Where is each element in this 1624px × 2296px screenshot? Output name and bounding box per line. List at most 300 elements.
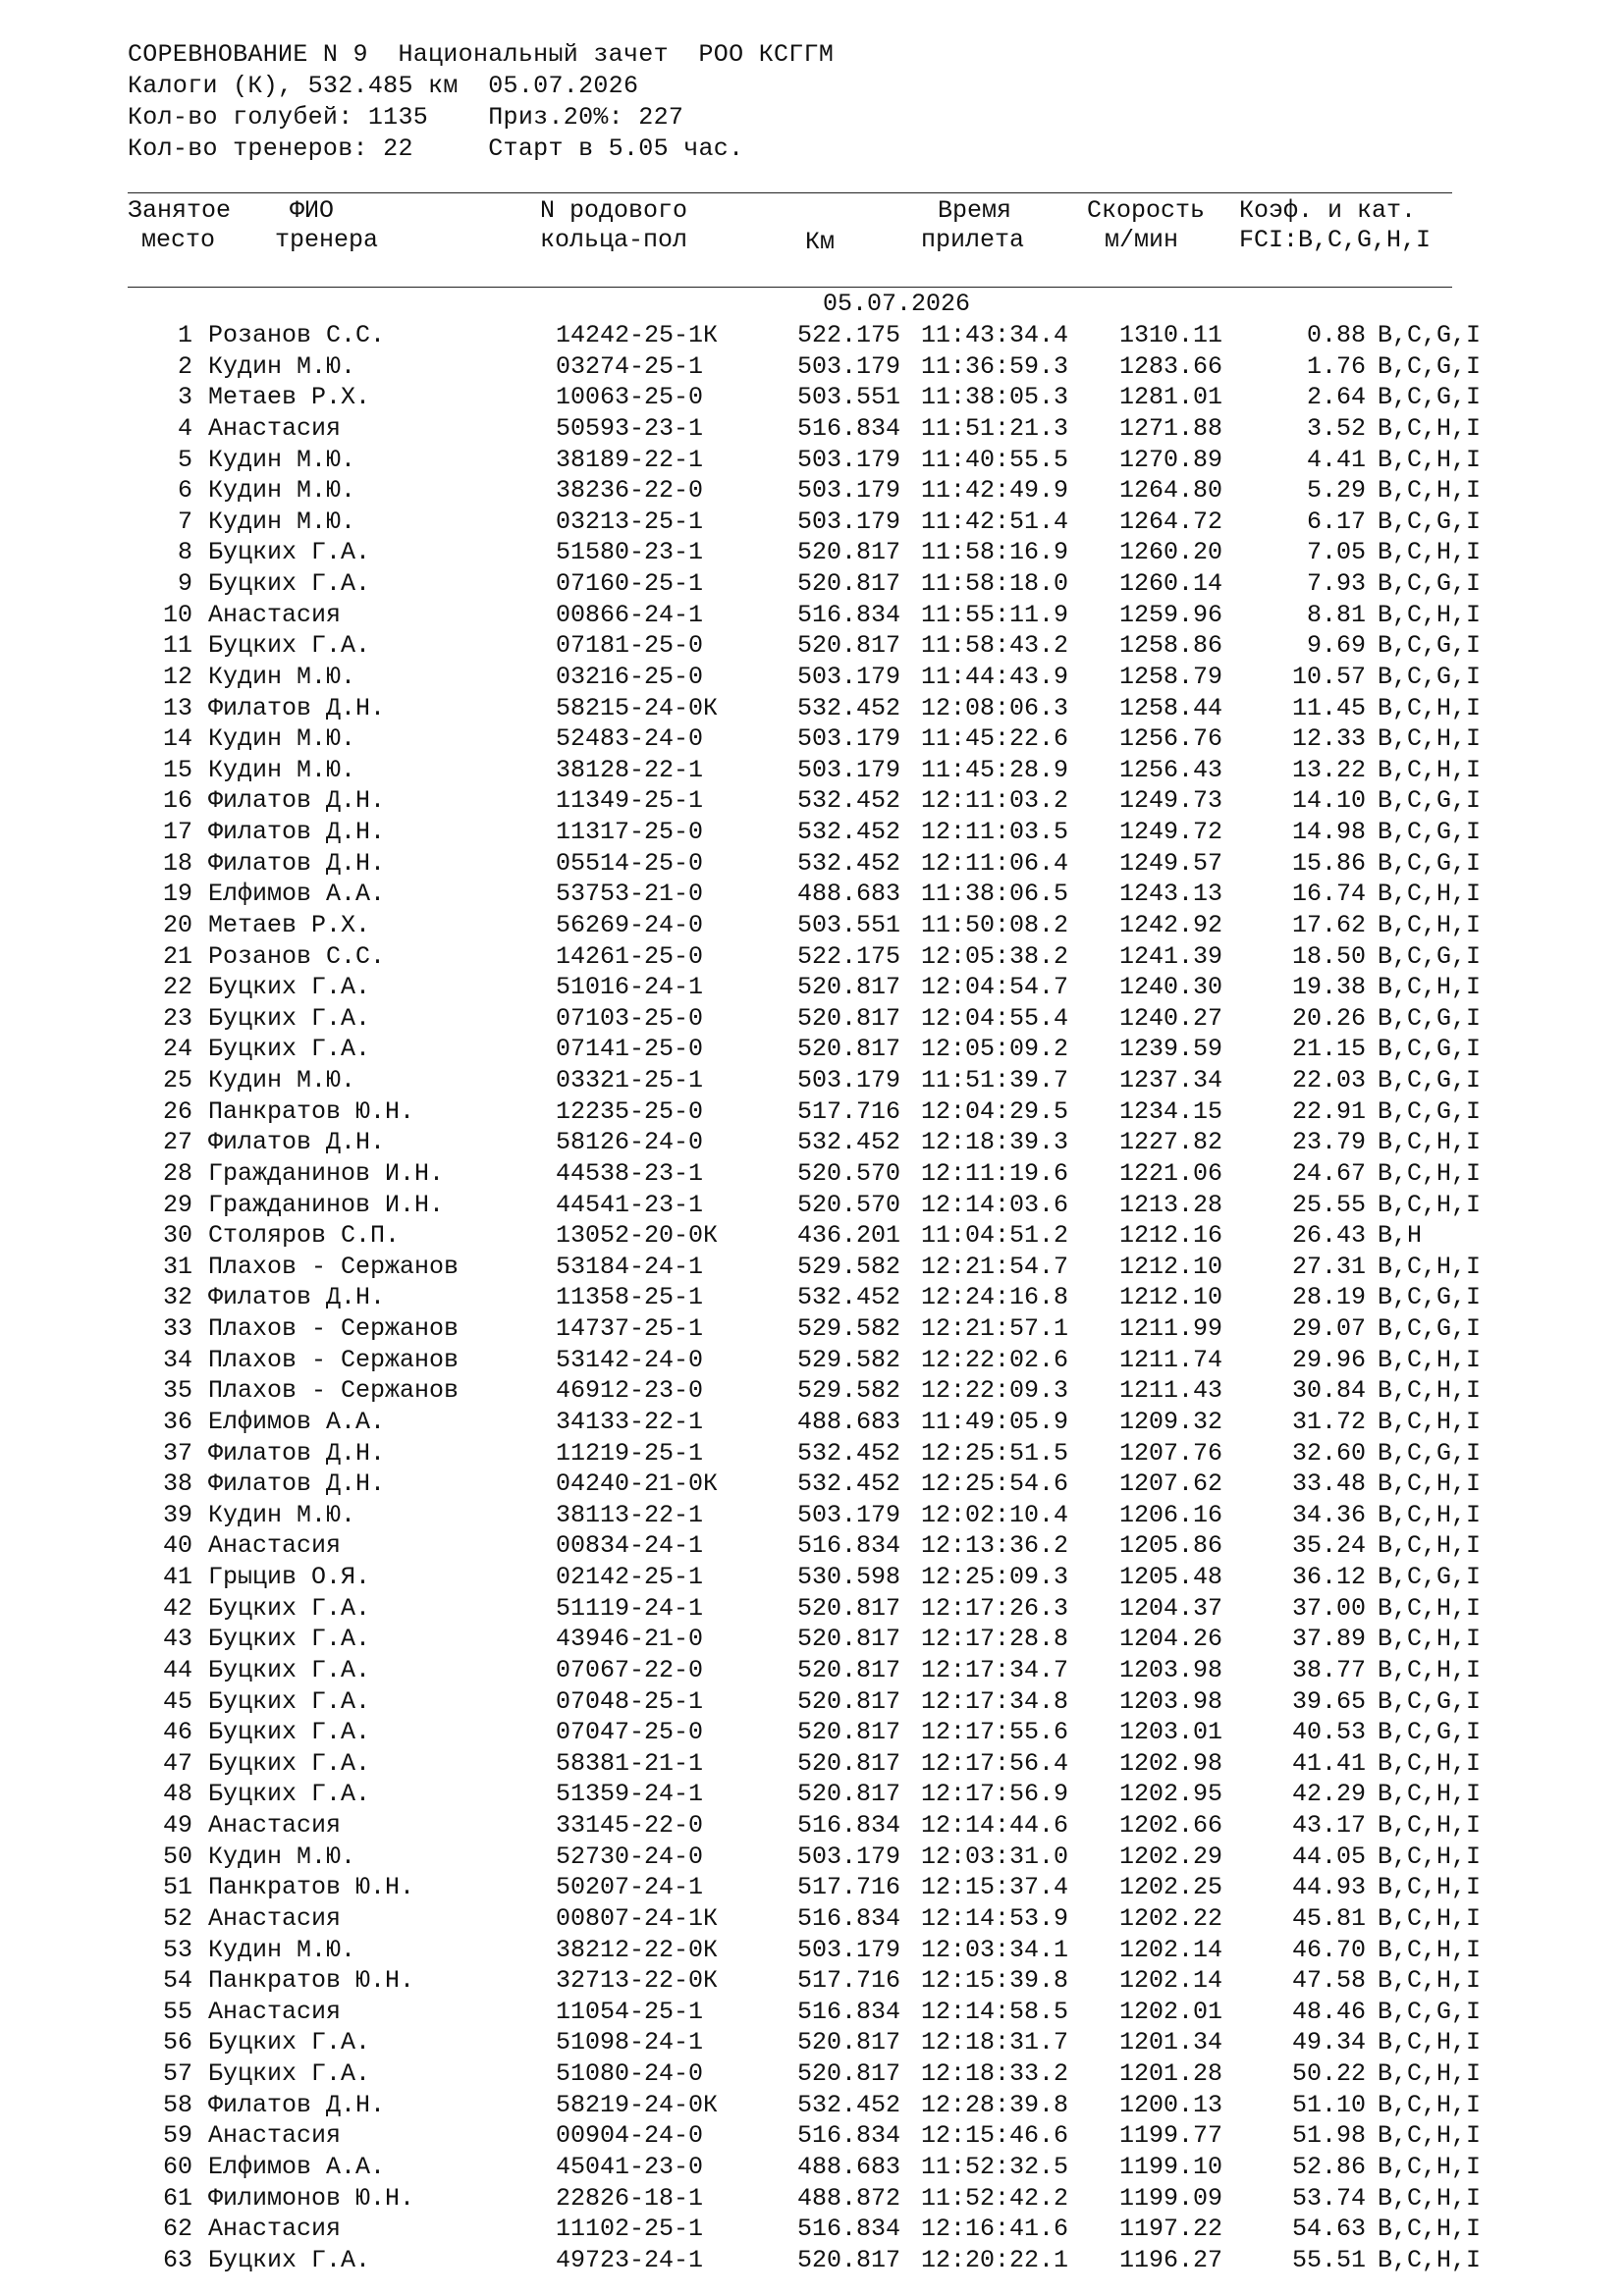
cell-ring: 14737-25-1 xyxy=(556,1314,704,1343)
cell-place: 61 xyxy=(162,2183,192,2213)
cell-coef: 53.74 xyxy=(1291,2183,1366,2213)
cell-ring: 22826-18-1 xyxy=(556,2183,704,2213)
table-row xyxy=(0,1220,1624,1252)
cell-place: 14 xyxy=(162,724,192,754)
cell-time: 12:17:56.4 xyxy=(921,1748,1069,1778)
cell-ring: 38189-22-1 xyxy=(556,445,704,474)
cell-speed: 1205.48 xyxy=(1119,1563,1223,1591)
cell-coef: 24.67 xyxy=(1291,1158,1366,1188)
cell-ring: 58126-24-0 xyxy=(556,1128,704,1157)
cell-name: Филатов Д.Н. xyxy=(208,2090,386,2119)
cell-place: 1 xyxy=(177,321,192,349)
cell-time: 12:13:36.2 xyxy=(921,1531,1069,1561)
cell-coef: 29.96 xyxy=(1291,1345,1366,1374)
pigeon-count: Кол-во голубей: 1135 Приз.20%: 227 xyxy=(128,103,684,132)
cell-coef: 21.15 xyxy=(1291,1035,1366,1064)
cell-time: 12:17:34.7 xyxy=(921,1655,1069,1684)
col-time-2: прилета xyxy=(921,226,1025,254)
cell-cat: B,C,H,I xyxy=(1378,1158,1482,1188)
results-table xyxy=(0,320,1624,2275)
cell-time: 12:03:31.0 xyxy=(921,1842,1069,1871)
cell-coef: 46.70 xyxy=(1291,1935,1366,1964)
cell-time: 11:50:08.2 xyxy=(921,910,1069,939)
cell-coef: 27.31 xyxy=(1291,1252,1366,1281)
cell-time: 12:25:09.3 xyxy=(921,1563,1069,1591)
cell-speed: 1241.39 xyxy=(1119,941,1223,971)
cell-speed: 1203.98 xyxy=(1119,1686,1223,1716)
cell-cat: B,C,G,I xyxy=(1378,818,1482,846)
cell-km: 520.817 xyxy=(796,2245,900,2274)
cell-ring: 44541-23-1 xyxy=(556,1190,704,1219)
table-row xyxy=(0,1158,1624,1190)
cell-km: 503.179 xyxy=(796,724,900,754)
table-row xyxy=(0,1810,1624,1842)
cell-time: 11:52:42.2 xyxy=(921,2183,1069,2213)
cell-km: 516.834 xyxy=(796,2215,900,2244)
cell-time: 12:15:46.6 xyxy=(921,2121,1069,2151)
cell-km: 532.452 xyxy=(796,848,900,878)
cell-coef: 51.10 xyxy=(1291,2090,1366,2119)
table-row xyxy=(0,1282,1624,1313)
cell-km: 532.452 xyxy=(796,1469,900,1499)
cell-place: 45 xyxy=(162,1686,192,1716)
table-row xyxy=(0,941,1624,973)
cell-coef: 1.76 xyxy=(1306,351,1366,381)
table-row xyxy=(0,1903,1624,1935)
cell-ring: 34133-22-1 xyxy=(556,1407,704,1436)
cell-name: Буцких Г.А. xyxy=(208,2245,371,2274)
cell-cat: B,C,H,I xyxy=(1378,2090,1482,2119)
cell-ring: 03274-25-1 xyxy=(556,351,704,381)
cell-cat: B,C,H,I xyxy=(1378,2059,1482,2088)
cell-coef: 7.93 xyxy=(1306,569,1366,598)
table-row xyxy=(0,1065,1624,1096)
cell-time: 12:14:03.6 xyxy=(921,1190,1069,1219)
cell-km: 488.683 xyxy=(796,2152,900,2181)
cell-cat: B,C,H,I xyxy=(1378,1252,1482,1281)
cell-speed: 1270.89 xyxy=(1119,445,1223,474)
cell-coef: 50.22 xyxy=(1291,2059,1366,2088)
cell-cat: B,C,H,I xyxy=(1378,1625,1482,1654)
cell-cat: B,C,H,I xyxy=(1378,1500,1482,1529)
cell-cat: B,C,G,I xyxy=(1378,1314,1482,1343)
cell-coef: 47.58 xyxy=(1291,1966,1366,1996)
cell-coef: 9.69 xyxy=(1306,631,1366,661)
cell-place: 26 xyxy=(162,1096,192,1126)
cell-km: 516.834 xyxy=(796,413,900,443)
cell-coef: 31.72 xyxy=(1291,1407,1366,1436)
table-row xyxy=(0,507,1624,538)
cell-time: 12:18:33.2 xyxy=(921,2059,1069,2088)
cell-km: 520.817 xyxy=(796,1035,900,1064)
cell-km: 503.179 xyxy=(796,1500,900,1529)
cell-ring: 11219-25-1 xyxy=(556,1438,704,1468)
cell-cat: B,C,H,I xyxy=(1378,1655,1482,1684)
cell-coef: 39.65 xyxy=(1291,1686,1366,1716)
cell-place: 34 xyxy=(162,1345,192,1374)
cell-coef: 14.10 xyxy=(1291,786,1366,816)
cell-place: 62 xyxy=(162,2215,192,2244)
table-row xyxy=(0,1252,1624,1283)
cell-name: Анастасия xyxy=(208,2215,342,2244)
cell-place: 53 xyxy=(162,1935,192,1964)
cell-km: 522.175 xyxy=(796,321,900,349)
cell-ring: 52730-24-0 xyxy=(556,1842,704,1871)
cell-ring: 07141-25-0 xyxy=(556,1035,704,1064)
cell-coef: 44.05 xyxy=(1291,1842,1366,1871)
col-speed-1: Скорость xyxy=(1087,196,1206,225)
cell-speed: 1197.22 xyxy=(1119,2215,1223,2244)
cell-km: 503.551 xyxy=(796,910,900,939)
cell-ring: 38212-22-0К xyxy=(556,1935,719,1964)
col-km: Км xyxy=(805,228,836,256)
cell-name: Буцких Г.А. xyxy=(208,1686,371,1716)
cell-time: 11:40:55.5 xyxy=(921,445,1069,474)
table-row xyxy=(0,1313,1624,1345)
cell-km: 532.452 xyxy=(796,818,900,846)
cell-coef: 26.43 xyxy=(1291,1221,1366,1251)
table-row xyxy=(0,2120,1624,2152)
cell-speed: 1260.14 xyxy=(1119,569,1223,598)
table-row xyxy=(0,1345,1624,1376)
table-row xyxy=(0,630,1624,662)
cell-speed: 1258.86 xyxy=(1119,631,1223,661)
cell-ring: 11054-25-1 xyxy=(556,1997,704,2026)
cell-cat: B,C,G,I xyxy=(1378,1563,1482,1591)
table-row xyxy=(0,445,1624,476)
cell-cat: B,C,H,I xyxy=(1378,973,1482,1002)
cell-ring: 50593-23-1 xyxy=(556,413,704,443)
cell-time: 11:51:21.3 xyxy=(921,413,1069,443)
competition-title: СОРЕВНОВАНИЕ N 9 Национальный зачет РОО КСГГМ xyxy=(128,40,835,69)
cell-cat: B,C,G,I xyxy=(1378,786,1482,816)
cell-ring: 07067-22-0 xyxy=(556,1655,704,1684)
cell-cat: B,C,G,I xyxy=(1378,1066,1482,1095)
cell-km: 520.817 xyxy=(796,1718,900,1747)
cell-ring: 38113-22-1 xyxy=(556,1500,704,1529)
cell-km: 516.834 xyxy=(796,1903,900,1933)
cell-ring: 56269-24-0 xyxy=(556,910,704,939)
cell-time: 12:17:55.6 xyxy=(921,1718,1069,1747)
col-time-1: Время xyxy=(938,196,1012,225)
cell-coef: 32.60 xyxy=(1291,1438,1366,1468)
table-row xyxy=(0,1003,1624,1035)
cell-place: 24 xyxy=(162,1035,192,1064)
cell-coef: 2.64 xyxy=(1306,383,1366,412)
cell-name: Буцких Г.А. xyxy=(208,1035,371,1064)
cell-time: 12:17:56.9 xyxy=(921,1780,1069,1809)
cell-km: 517.716 xyxy=(796,1873,900,1902)
cell-coef: 15.86 xyxy=(1291,848,1366,878)
cell-name: Буцких Г.А. xyxy=(208,538,371,567)
cell-ring: 07103-25-0 xyxy=(556,1003,704,1033)
cell-coef: 38.77 xyxy=(1291,1655,1366,1684)
cell-km: 520.817 xyxy=(796,973,900,1002)
cell-km: 503.179 xyxy=(796,1842,900,1871)
cell-name: Кудин М.Ю. xyxy=(208,755,356,784)
cell-coef: 13.22 xyxy=(1291,755,1366,784)
cell-name: Филатов Д.Н. xyxy=(208,786,386,816)
table-row xyxy=(0,1375,1624,1407)
table-top-rule xyxy=(128,192,1452,193)
cell-name: Кудин М.Ю. xyxy=(208,1066,356,1095)
cell-cat: B,C,G,I xyxy=(1378,321,1482,349)
cell-ring: 07047-25-0 xyxy=(556,1718,704,1747)
table-row xyxy=(0,1686,1624,1718)
cell-place: 17 xyxy=(162,818,192,846)
col-coef-2: FCI:B,C,G,H,I xyxy=(1239,226,1432,254)
cell-place: 9 xyxy=(177,569,192,598)
cell-place: 20 xyxy=(162,910,192,939)
cell-place: 47 xyxy=(162,1748,192,1778)
cell-name: Панкратов Ю.Н. xyxy=(208,1096,415,1126)
cell-ring: 58381-21-1 xyxy=(556,1748,704,1778)
cell-name: Филатов Д.Н. xyxy=(208,693,386,722)
cell-cat: B,C,H,I xyxy=(1378,600,1482,629)
cell-speed: 1196.27 xyxy=(1119,2245,1223,2274)
cell-km: 520.817 xyxy=(796,1748,900,1778)
cell-name: Плахов - Сержанов xyxy=(208,1314,460,1343)
cell-time: 11:38:06.5 xyxy=(921,880,1069,909)
col-name-1: ФИО xyxy=(290,196,335,225)
cell-km: 503.179 xyxy=(796,1066,900,1095)
table-row xyxy=(0,1562,1624,1593)
cell-place: 59 xyxy=(162,2121,192,2151)
cell-name: Буцких Г.А. xyxy=(208,1593,371,1623)
cell-name: Елфимов А.А. xyxy=(208,880,386,909)
cell-coef: 42.29 xyxy=(1291,1780,1366,1809)
table-row xyxy=(0,785,1624,817)
cell-coef: 5.29 xyxy=(1306,476,1366,506)
cell-name: Филатов Д.Н. xyxy=(208,848,386,878)
cell-speed: 1212.16 xyxy=(1119,1221,1223,1251)
cell-cat: B,C,H,I xyxy=(1378,2028,1482,2057)
cell-ring: 51098-24-1 xyxy=(556,2028,704,2057)
cell-name: Филатов Д.Н. xyxy=(208,1128,386,1157)
cell-time: 12:11:06.4 xyxy=(921,848,1069,878)
cell-cat: B,C,H,I xyxy=(1378,1811,1482,1840)
cell-place: 55 xyxy=(162,1997,192,2026)
cell-ring: 33145-22-0 xyxy=(556,1811,704,1840)
cell-ring: 43946-21-0 xyxy=(556,1625,704,1654)
cell-cat: B,C,H,I xyxy=(1378,1407,1482,1436)
cell-time: 12:05:38.2 xyxy=(921,941,1069,971)
cell-coef: 30.84 xyxy=(1291,1376,1366,1406)
cell-coef: 10.57 xyxy=(1291,662,1366,691)
cell-place: 16 xyxy=(162,786,192,816)
cell-place: 15 xyxy=(162,755,192,784)
cell-ring: 51580-23-1 xyxy=(556,538,704,567)
cell-cat: B,C,G,I xyxy=(1378,1997,1482,2026)
cell-km: 520.817 xyxy=(796,1686,900,1716)
cell-time: 12:11:03.2 xyxy=(921,786,1069,816)
cell-km: 520.817 xyxy=(796,1780,900,1809)
cell-coef: 28.19 xyxy=(1291,1283,1366,1312)
cell-speed: 1240.30 xyxy=(1119,973,1223,1002)
cell-name: Буцких Г.А. xyxy=(208,1748,371,1778)
cell-speed: 1204.26 xyxy=(1119,1625,1223,1654)
cell-place: 63 xyxy=(162,2245,192,2274)
cell-cat: B,C,G,I xyxy=(1378,662,1482,691)
cell-place: 28 xyxy=(162,1158,192,1188)
cell-speed: 1239.59 xyxy=(1119,1035,1223,1064)
cell-coef: 6.17 xyxy=(1306,507,1366,536)
cell-km: 520.817 xyxy=(796,2028,900,2057)
cell-time: 12:04:29.5 xyxy=(921,1096,1069,1126)
cell-coef: 41.41 xyxy=(1291,1748,1366,1778)
col-speed-2: м/мин xyxy=(1105,226,1179,254)
cell-km: 529.582 xyxy=(796,1345,900,1374)
cell-coef: 8.81 xyxy=(1306,600,1366,629)
cell-cat: B,C,G,I xyxy=(1378,1035,1482,1064)
cell-km: 529.582 xyxy=(796,1314,900,1343)
cell-time: 11:58:18.0 xyxy=(921,569,1069,598)
cell-km: 516.834 xyxy=(796,1811,900,1840)
cell-time: 12:18:31.7 xyxy=(921,2028,1069,2057)
cell-speed: 1249.57 xyxy=(1119,848,1223,878)
table-row xyxy=(0,1127,1624,1158)
cell-coef: 55.51 xyxy=(1291,2245,1366,2274)
cell-speed: 1256.76 xyxy=(1119,724,1223,754)
cell-place: 18 xyxy=(162,848,192,878)
table-row xyxy=(0,351,1624,383)
table-row xyxy=(0,475,1624,507)
cell-time: 12:03:34.1 xyxy=(921,1935,1069,1964)
cell-km: 503.179 xyxy=(796,351,900,381)
cell-coef: 14.98 xyxy=(1291,818,1366,846)
cell-ring: 12235-25-0 xyxy=(556,1096,704,1126)
cell-km: 520.570 xyxy=(796,1190,900,1219)
cell-speed: 1213.28 xyxy=(1119,1190,1223,1219)
cell-km: 516.834 xyxy=(796,1531,900,1561)
cell-time: 11:52:32.5 xyxy=(921,2152,1069,2181)
cell-speed: 1202.25 xyxy=(1119,1873,1223,1902)
cell-speed: 1281.01 xyxy=(1119,383,1223,412)
cell-time: 12:14:53.9 xyxy=(921,1903,1069,1933)
table-row xyxy=(0,2214,1624,2245)
cell-coef: 54.63 xyxy=(1291,2215,1366,2244)
cell-cat: B,C,H,I xyxy=(1378,538,1482,567)
cell-coef: 11.45 xyxy=(1291,693,1366,722)
table-row xyxy=(0,1530,1624,1562)
cell-km: 503.179 xyxy=(796,476,900,506)
table-row xyxy=(0,568,1624,600)
cell-cat: B,C,H,I xyxy=(1378,2121,1482,2151)
cell-cat: B,C,H,I xyxy=(1378,1128,1482,1157)
cell-name: Кудин М.Ю. xyxy=(208,662,356,691)
cell-place: 38 xyxy=(162,1469,192,1499)
cell-cat: B,C,G,I xyxy=(1378,941,1482,971)
table-row xyxy=(0,910,1624,941)
cell-time: 12:08:06.3 xyxy=(921,693,1069,722)
cell-ring: 49723-24-1 xyxy=(556,2245,704,2274)
cell-speed: 1203.98 xyxy=(1119,1655,1223,1684)
cell-name: Плахов - Сержанов xyxy=(208,1376,460,1406)
cell-ring: 04240-21-0К xyxy=(556,1469,719,1499)
cell-speed: 1310.11 xyxy=(1119,321,1223,349)
cell-speed: 1227.82 xyxy=(1119,1128,1223,1157)
cell-speed: 1202.98 xyxy=(1119,1748,1223,1778)
cell-name: Метаев Р.Х. xyxy=(208,383,371,412)
cell-coef: 23.79 xyxy=(1291,1128,1366,1157)
cell-km: 529.582 xyxy=(796,1376,900,1406)
cell-ring: 10063-25-0 xyxy=(556,383,704,412)
cell-ring: 45041-23-0 xyxy=(556,2152,704,2181)
cell-ring: 46912-23-0 xyxy=(556,1376,704,1406)
cell-ring: 14261-25-0 xyxy=(556,941,704,971)
cell-km: 436.201 xyxy=(796,1221,900,1251)
cell-km: 532.452 xyxy=(796,786,900,816)
cell-ring: 03216-25-0 xyxy=(556,662,704,691)
cell-speed: 1211.99 xyxy=(1119,1314,1223,1343)
table-row xyxy=(0,1190,1624,1221)
cell-time: 11:55:11.9 xyxy=(921,600,1069,629)
cell-name: Филатов Д.Н. xyxy=(208,818,386,846)
cell-place: 37 xyxy=(162,1438,192,1468)
cell-name: Кудин М.Ю. xyxy=(208,445,356,474)
cell-ring: 00904-24-0 xyxy=(556,2121,704,2151)
cell-speed: 1256.43 xyxy=(1119,755,1223,784)
cell-place: 39 xyxy=(162,1500,192,1529)
cell-time: 12:25:54.6 xyxy=(921,1469,1069,1499)
cell-name: Филимонов Ю.Н. xyxy=(208,2183,415,2213)
cell-name: Кудин М.Ю. xyxy=(208,1842,356,1871)
cell-place: 23 xyxy=(162,1003,192,1033)
cell-cat: B,C,H,I xyxy=(1378,755,1482,784)
cell-km: 520.817 xyxy=(796,1655,900,1684)
cell-place: 42 xyxy=(162,1593,192,1623)
cell-time: 11:58:16.9 xyxy=(921,538,1069,567)
table-row xyxy=(0,320,1624,351)
table-row xyxy=(0,755,1624,786)
table-row xyxy=(0,1842,1624,1873)
cell-cat: B,C,H,I xyxy=(1378,1345,1482,1374)
cell-cat: B,C,H,I xyxy=(1378,724,1482,754)
cell-place: 60 xyxy=(162,2152,192,2181)
cell-place: 32 xyxy=(162,1283,192,1312)
cell-name: Буцких Г.А. xyxy=(208,1003,371,1033)
cell-cat: B,C,H,I xyxy=(1378,1190,1482,1219)
cell-km: 520.817 xyxy=(796,569,900,598)
table-row xyxy=(0,1935,1624,1966)
cell-km: 520.817 xyxy=(796,631,900,661)
cell-cat: B,C,H,I xyxy=(1378,2245,1482,2274)
col-place-1: Занятое xyxy=(128,196,232,225)
cell-speed: 1202.14 xyxy=(1119,1935,1223,1964)
col-coef-1: Коэф. и кат. xyxy=(1239,196,1417,225)
cell-name: Кудин М.Ю. xyxy=(208,507,356,536)
cell-time: 12:15:39.8 xyxy=(921,1966,1069,1996)
table-row xyxy=(0,537,1624,568)
cell-cat: B,C,G,I xyxy=(1378,1438,1482,1468)
table-row xyxy=(0,1624,1624,1655)
cell-speed: 1202.66 xyxy=(1119,1811,1223,1840)
cell-name: Буцких Г.А. xyxy=(208,2028,371,2057)
cell-time: 12:15:37.4 xyxy=(921,1873,1069,1902)
cell-speed: 1201.28 xyxy=(1119,2059,1223,2088)
table-row xyxy=(0,1034,1624,1065)
table-row xyxy=(0,879,1624,910)
cell-speed: 1203.01 xyxy=(1119,1718,1223,1747)
cell-km: 520.570 xyxy=(796,1158,900,1188)
table-row xyxy=(0,1779,1624,1810)
cell-speed: 1199.77 xyxy=(1119,2121,1223,2151)
table-row xyxy=(0,723,1624,755)
cell-name: Анастасия xyxy=(208,1811,342,1840)
cell-place: 21 xyxy=(162,941,192,971)
cell-km: 503.551 xyxy=(796,383,900,412)
cell-ring: 14242-25-1К xyxy=(556,321,719,349)
